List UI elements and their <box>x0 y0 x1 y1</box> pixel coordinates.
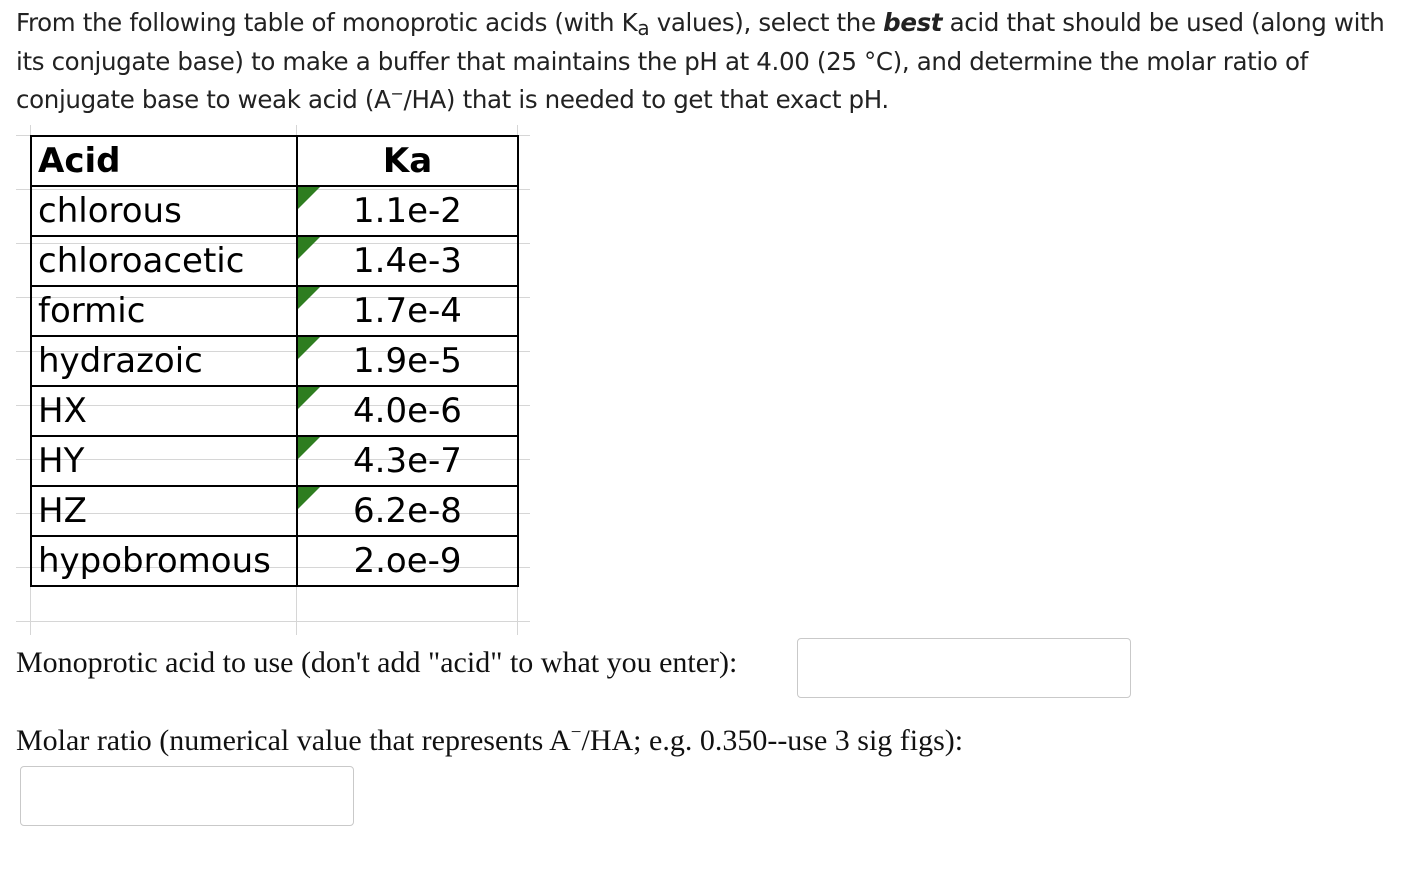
table-row <box>31 436 518 486</box>
ratio-prompt-label <box>16 724 963 758</box>
table-row <box>31 386 518 436</box>
ka-value: 2.oe-9 <box>353 541 462 581</box>
ka-value: 1.9e-5 <box>353 341 462 381</box>
ratio-answer-input[interactable] <box>20 766 354 826</box>
acid-cell: HX <box>31 386 297 436</box>
question-text-part3: acid that should be used (along with its conjugate base) to make a buffer that maintains the pH at 4.00 (25 °C), and determine the molar ratio of conjugate base to weak acid (A <box>16 8 1385 114</box>
ka-cell <box>297 186 518 236</box>
table-row <box>31 536 518 586</box>
question-text-part2: values), select the <box>649 8 884 37</box>
cell-indicator-icon <box>298 437 320 459</box>
acid-cell: chloroacetic <box>31 236 297 286</box>
acid-cell: formic <box>31 286 297 336</box>
question-text <box>16 4 1391 122</box>
ka-value: 4.0e-6 <box>353 391 462 431</box>
cell-indicator-icon <box>298 337 320 359</box>
question-text-part4: /HA) that is needed to get that exact pH. <box>403 85 889 114</box>
acid-cell: hydrazoic <box>31 336 297 386</box>
ka-cell <box>297 386 518 436</box>
ka-cell <box>297 286 518 336</box>
ka-cell <box>297 486 518 536</box>
ka-value: 1.7e-4 <box>353 291 462 331</box>
table-row <box>31 286 518 336</box>
acid-cell: hypobromous <box>31 536 297 586</box>
ka-subscript: a <box>637 16 650 40</box>
table-row <box>31 186 518 236</box>
acid-answer-input[interactable] <box>797 638 1131 698</box>
ka-cell <box>297 436 518 486</box>
ka-value: 1.1e-2 <box>353 191 462 231</box>
ka-cell <box>297 236 518 286</box>
table-row <box>31 486 518 536</box>
ratio-prompt-part1: Molar ratio (numerical value that represents A <box>16 724 571 757</box>
anion-superscript: − <box>390 84 404 103</box>
header-ka: Ka <box>297 136 518 186</box>
ka-value: 1.4e-3 <box>353 241 462 281</box>
ka-value: 4.3e-7 <box>353 441 462 481</box>
cell-indicator-icon <box>298 487 320 509</box>
cell-indicator-icon <box>298 187 320 209</box>
ka-table <box>30 135 519 587</box>
question-text-part1: From the following table of monoprotic acids (with K <box>16 8 638 37</box>
header-acid: Acid <box>31 136 297 186</box>
cell-indicator-icon <box>298 387 320 409</box>
acid-cell: chlorous <box>31 186 297 236</box>
ka-table-image <box>16 125 530 635</box>
table-header-row <box>31 136 518 186</box>
acid-cell: HY <box>31 436 297 486</box>
ka-cell <box>297 536 518 586</box>
emphasis-best: best <box>883 8 943 37</box>
ka-value: 6.2e-8 <box>353 491 462 531</box>
acid-cell: HZ <box>31 486 297 536</box>
anion-superscript: − <box>570 722 582 743</box>
table-row <box>31 236 518 286</box>
cell-indicator-icon <box>298 237 320 259</box>
ka-cell <box>297 336 518 386</box>
acid-prompt-label: Monoprotic acid to use (don't add "acid" to what you enter): <box>16 646 738 679</box>
grid-line <box>16 621 530 622</box>
cell-indicator-icon <box>298 287 320 309</box>
table-row <box>31 336 518 386</box>
ratio-prompt-part2: /HA; e.g. 0.350--use 3 sig figs): <box>581 724 964 757</box>
